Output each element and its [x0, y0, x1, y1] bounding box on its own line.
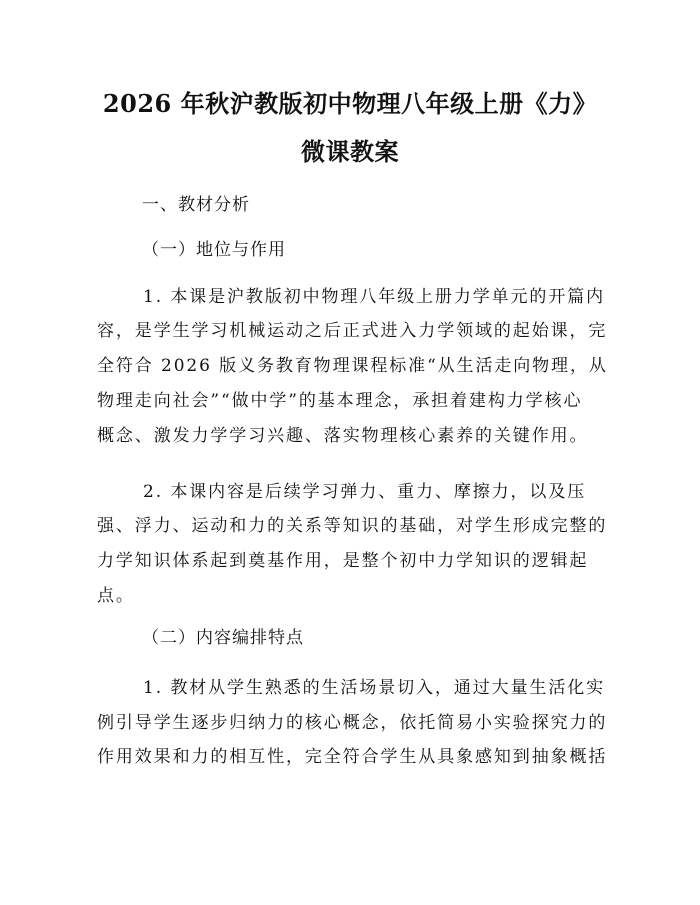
paragraph-line: 作用效果和力的相互性，完全符合学生从具象感知到抽象概括: [97, 747, 608, 767]
paragraph-line: 强、浮力、运动和力的关系等知识的基础，对学生形成完整的: [97, 516, 608, 536]
document-subtitle: 微课教案: [301, 137, 399, 166]
paragraph-line: 1. 教材从学生熟悉的生活场景切入，通过大量生活化实: [143, 678, 606, 698]
subsection-heading-position-and-role: （一）地位与作用: [142, 240, 286, 260]
paragraph-line: 概念、激发力学学习兴趣、落实物理核心素养的关键作用。: [97, 426, 589, 446]
paragraph-line: 力学知识体系起到奠基作用，是整个初中力学知识的逻辑起: [97, 551, 589, 571]
paragraph-line: 例引导学生逐步归纳力的核心概念，依托简易小实验探究力的: [97, 713, 608, 733]
paragraph-line: 1. 本课是沪教版初中物理八年级上册力学单元的开篇内: [143, 287, 606, 307]
paragraph-line: 物理走向社会”“做中学”的基本理念，承担着建构力学核心: [97, 391, 583, 411]
paragraph-line: 点。: [97, 586, 135, 606]
subsection-heading-content-arrangement: （二）内容编排特点: [142, 628, 304, 648]
paragraph-line: 2. 本课内容是后续学习弹力、重力、摩擦力，以及压: [143, 482, 587, 502]
paragraph-line: 容，是学生学习机械运动之后正式进入力学领域的起始课，完: [97, 321, 608, 341]
paragraph-line: 全符合 2026 版义务教育物理课程标准“从生活走向物理，从: [97, 356, 608, 376]
document-title: 2026 年秋沪教版初中物理八年级上册《力》: [102, 89, 598, 118]
section-heading-teaching-material-analysis: 一、教材分析: [142, 195, 250, 215]
